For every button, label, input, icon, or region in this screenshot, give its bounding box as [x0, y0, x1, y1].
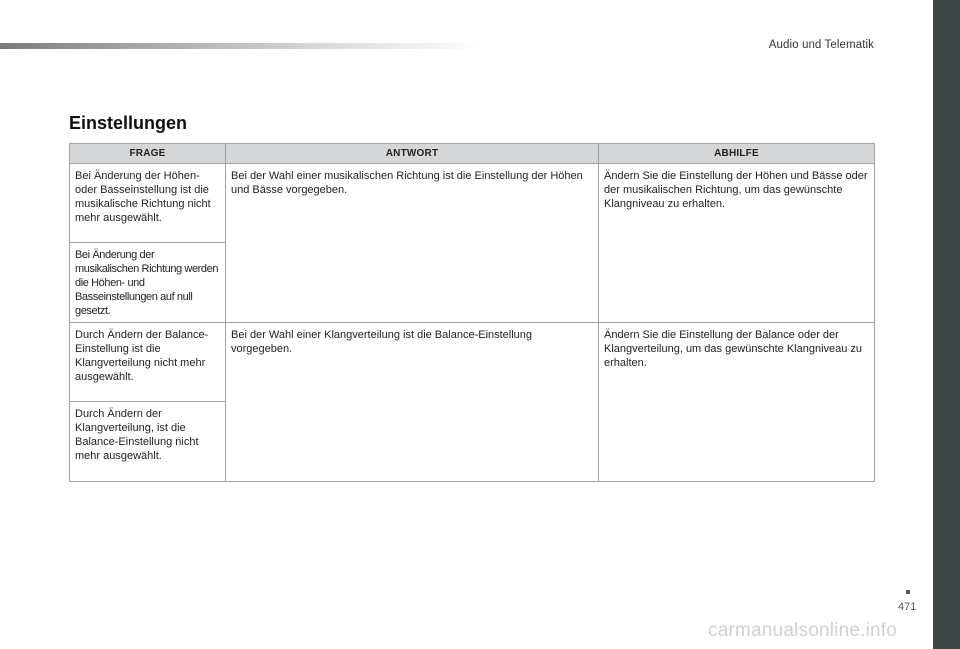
- question-cell: Durch Ändern der Klangverteilung, ist die Balance-Einstellung nicht mehr ausgewählt.: [70, 402, 226, 482]
- column-header-antwort: ANTWORT: [226, 144, 599, 164]
- side-strip: [933, 0, 960, 649]
- solution-cell: Ändern Sie die Einstellung der Balance oder der Klangverteilung, um das gewünschte Klangniveau zu erhalten.: [599, 323, 875, 482]
- page-number: 471: [898, 601, 917, 613]
- question-cell: Durch Ändern der Balance-Einstellung ist die Klangverteilung nicht mehr ausgewählt.: [70, 323, 226, 402]
- question-cell: Bei Änderung der Höhen- oder Basseinstellung ist die musikalische Richtung nicht mehr ausgewählt.: [70, 164, 226, 243]
- page-title: Einstellungen: [69, 113, 188, 133]
- question-cell: Bei Änderung der musikalischen Richtung werden die Höhen- und Basseinstellungen auf null gesetzt.: [70, 243, 226, 323]
- answer-cell: Bei der Wahl einer Klangverteilung ist die Balance-Einstellung vorgegeben.: [226, 323, 599, 482]
- column-header-frage: FRAGE: [70, 144, 226, 164]
- qa-table: [69, 143, 875, 482]
- page-marker-icon: [906, 590, 910, 594]
- table-row: [70, 323, 875, 402]
- table-row: [70, 164, 875, 243]
- header-decor-bar: [0, 43, 480, 49]
- answer-cell: Bei der Wahl einer musikalischen Richtung ist die Einstellung der Höhen und Bässe vorgegeben.: [226, 164, 599, 323]
- section-header: Audio und Telematik: [768, 39, 874, 51]
- column-header-abhilfe: ABHILFE: [599, 144, 875, 164]
- watermark: carmanualsonline.info: [708, 620, 898, 641]
- solution-cell: Ändern Sie die Einstellung der Höhen und Bässe oder der musikalischen Richtung, um das gewünschte Klangniveau zu erhalten.: [599, 164, 875, 323]
- table-header-row: [70, 144, 875, 164]
